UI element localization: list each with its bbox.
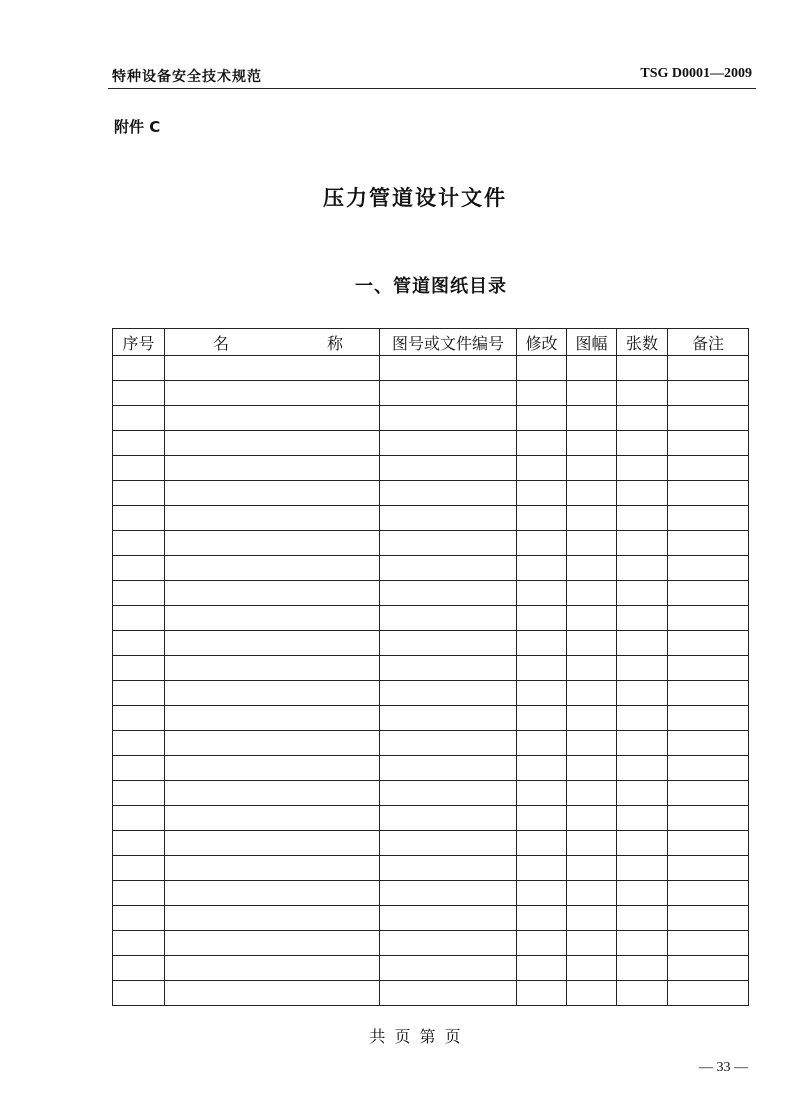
cell-doc-no <box>380 931 517 956</box>
table-row <box>113 631 749 656</box>
cell-size <box>567 756 617 781</box>
table-row <box>113 856 749 881</box>
table-row <box>113 656 749 681</box>
cell-sheets <box>617 481 668 506</box>
header-seq: 序号 <box>113 329 165 356</box>
cell-remarks <box>668 581 749 606</box>
cell-seq <box>113 981 165 1006</box>
cell-size <box>567 681 617 706</box>
cell-size <box>567 431 617 456</box>
cell-sheets <box>617 456 668 481</box>
header-name-part-a: 名 <box>213 333 230 353</box>
cell-size <box>567 531 617 556</box>
cell-sheets <box>617 906 668 931</box>
cell-doc-no <box>380 706 517 731</box>
cell-remarks <box>668 406 749 431</box>
cell-sheets <box>617 881 668 906</box>
cell-sheets <box>617 556 668 581</box>
table-row <box>113 881 749 906</box>
cell-remarks <box>668 456 749 481</box>
cell-doc-no <box>380 631 517 656</box>
cell-remarks <box>668 856 749 881</box>
cell-sheets <box>617 806 668 831</box>
cell-seq <box>113 781 165 806</box>
annex-label: 附件 C <box>114 118 161 136</box>
cell-size <box>567 606 617 631</box>
table-row <box>113 806 749 831</box>
cell-seq <box>113 431 165 456</box>
cell-name <box>165 881 380 906</box>
cell-size <box>567 981 617 1006</box>
header-rule <box>108 88 756 89</box>
cell-size <box>567 381 617 406</box>
cell-revision <box>517 806 567 831</box>
cell-doc-no <box>380 531 517 556</box>
cell-size <box>567 506 617 531</box>
cell-sheets <box>617 731 668 756</box>
cell-remarks <box>668 431 749 456</box>
cell-doc-no <box>380 406 517 431</box>
cell-name <box>165 931 380 956</box>
cell-name <box>165 481 380 506</box>
cell-name <box>165 456 380 481</box>
cell-seq <box>113 456 165 481</box>
cell-doc-no <box>380 981 517 1006</box>
table-row <box>113 931 749 956</box>
table-row <box>113 781 749 806</box>
header-standard-code: TSG D0001—2009 <box>640 66 752 81</box>
cell-seq <box>113 631 165 656</box>
cell-seq <box>113 581 165 606</box>
cell-size <box>567 931 617 956</box>
document-title: 压力管道设计文件 <box>323 186 507 210</box>
cell-name <box>165 956 380 981</box>
table-row <box>113 456 749 481</box>
cell-remarks <box>668 881 749 906</box>
cell-name <box>165 431 380 456</box>
header-doc-no: 图号或文件编号 <box>380 329 517 356</box>
cell-size <box>567 856 617 881</box>
cell-revision <box>517 881 567 906</box>
table-row <box>113 556 749 581</box>
cell-name <box>165 981 380 1006</box>
table-row <box>113 481 749 506</box>
cell-name <box>165 781 380 806</box>
cell-remarks <box>668 731 749 756</box>
cell-size <box>567 881 617 906</box>
table-row <box>113 756 749 781</box>
cell-seq <box>113 856 165 881</box>
cell-sheets <box>617 381 668 406</box>
cell-name <box>165 656 380 681</box>
cell-seq <box>113 731 165 756</box>
header-spec-title: 特种设备安全技术规范 <box>112 69 262 85</box>
cell-sheets <box>617 931 668 956</box>
cell-doc-no <box>380 556 517 581</box>
cell-name <box>165 556 380 581</box>
cell-sheets <box>617 356 668 381</box>
cell-name <box>165 381 380 406</box>
cell-doc-no <box>380 431 517 456</box>
cell-seq <box>113 381 165 406</box>
cell-doc-no <box>380 356 517 381</box>
table-body <box>113 356 749 1006</box>
section-title: 一、管道图纸目录 <box>355 276 507 297</box>
cell-remarks <box>668 506 749 531</box>
cell-sheets <box>617 656 668 681</box>
cell-size <box>567 831 617 856</box>
table-row <box>113 581 749 606</box>
cell-remarks <box>668 806 749 831</box>
cell-name <box>165 631 380 656</box>
header-size: 图幅 <box>567 329 617 356</box>
cell-sheets <box>617 956 668 981</box>
cell-size <box>567 806 617 831</box>
page-number: — 33 — <box>699 1060 748 1075</box>
cell-remarks <box>668 781 749 806</box>
cell-remarks <box>668 356 749 381</box>
cell-remarks <box>668 706 749 731</box>
cell-revision <box>517 381 567 406</box>
cell-remarks <box>668 906 749 931</box>
cell-doc-no <box>380 581 517 606</box>
cell-name <box>165 856 380 881</box>
cell-name <box>165 681 380 706</box>
cell-revision <box>517 556 567 581</box>
cell-sheets <box>617 831 668 856</box>
cell-size <box>567 356 617 381</box>
cell-doc-no <box>380 731 517 756</box>
cell-doc-no <box>380 606 517 631</box>
cell-size <box>567 406 617 431</box>
cell-sheets <box>617 981 668 1006</box>
cell-size <box>567 631 617 656</box>
cell-size <box>567 781 617 806</box>
cell-size <box>567 706 617 731</box>
cell-seq <box>113 656 165 681</box>
cell-sheets <box>617 606 668 631</box>
cell-seq <box>113 606 165 631</box>
cell-revision <box>517 906 567 931</box>
cell-sheets <box>617 756 668 781</box>
table-row <box>113 506 749 531</box>
table-row <box>113 406 749 431</box>
cell-doc-no <box>380 881 517 906</box>
cell-seq <box>113 506 165 531</box>
table-row <box>113 681 749 706</box>
cell-remarks <box>668 381 749 406</box>
cell-doc-no <box>380 756 517 781</box>
cell-remarks <box>668 531 749 556</box>
cell-name <box>165 906 380 931</box>
cell-seq <box>113 356 165 381</box>
cell-sheets <box>617 681 668 706</box>
header-sheets: 张数 <box>617 329 668 356</box>
cell-seq <box>113 806 165 831</box>
cell-revision <box>517 831 567 856</box>
cell-revision <box>517 856 567 881</box>
drawing-catalog-table <box>112 328 749 1006</box>
cell-remarks <box>668 956 749 981</box>
cell-revision <box>517 631 567 656</box>
cell-revision <box>517 706 567 731</box>
cell-remarks <box>668 606 749 631</box>
cell-name <box>165 831 380 856</box>
cell-remarks <box>668 931 749 956</box>
cell-name <box>165 706 380 731</box>
table-row <box>113 706 749 731</box>
cell-remarks <box>668 756 749 781</box>
cell-sheets <box>617 581 668 606</box>
table-row <box>113 356 749 381</box>
cell-revision <box>517 931 567 956</box>
cell-sheets <box>617 706 668 731</box>
cell-name <box>165 356 380 381</box>
cell-remarks <box>668 681 749 706</box>
cell-revision <box>517 656 567 681</box>
cell-name <box>165 406 380 431</box>
table-row <box>113 381 749 406</box>
cell-doc-no <box>380 681 517 706</box>
cell-seq <box>113 531 165 556</box>
cell-doc-no <box>380 806 517 831</box>
cell-sheets <box>617 531 668 556</box>
cell-revision <box>517 356 567 381</box>
cell-size <box>567 581 617 606</box>
header-name <box>165 329 380 356</box>
cell-remarks <box>668 981 749 1006</box>
cell-name <box>165 756 380 781</box>
cell-seq <box>113 556 165 581</box>
table-row <box>113 431 749 456</box>
cell-revision <box>517 781 567 806</box>
cell-name <box>165 606 380 631</box>
cell-size <box>567 956 617 981</box>
cell-seq <box>113 481 165 506</box>
cell-sheets <box>617 406 668 431</box>
cell-size <box>567 556 617 581</box>
table-row <box>113 981 749 1006</box>
cell-remarks <box>668 556 749 581</box>
cell-seq <box>113 931 165 956</box>
cell-size <box>567 456 617 481</box>
cell-doc-no <box>380 906 517 931</box>
cell-size <box>567 906 617 931</box>
cell-size <box>567 731 617 756</box>
table-row <box>113 531 749 556</box>
cell-doc-no <box>380 956 517 981</box>
cell-doc-no <box>380 856 517 881</box>
cell-doc-no <box>380 781 517 806</box>
cell-name <box>165 731 380 756</box>
cell-seq <box>113 706 165 731</box>
cell-size <box>567 481 617 506</box>
cell-seq <box>113 756 165 781</box>
cell-name <box>165 581 380 606</box>
header-name-part-b: 称 <box>326 333 343 353</box>
table-row <box>113 831 749 856</box>
cell-remarks <box>668 656 749 681</box>
cell-revision <box>517 956 567 981</box>
cell-revision <box>517 406 567 431</box>
cell-sheets <box>617 431 668 456</box>
table-header-row <box>113 329 749 356</box>
table-row <box>113 906 749 931</box>
cell-revision <box>517 606 567 631</box>
table-row <box>113 956 749 981</box>
cell-name <box>165 531 380 556</box>
table-row <box>113 606 749 631</box>
cell-sheets <box>617 506 668 531</box>
cell-doc-no <box>380 381 517 406</box>
cell-revision <box>517 756 567 781</box>
cell-name <box>165 506 380 531</box>
cell-revision <box>517 731 567 756</box>
cell-remarks <box>668 831 749 856</box>
cell-seq <box>113 831 165 856</box>
cell-revision <box>517 456 567 481</box>
cell-doc-no <box>380 456 517 481</box>
cell-remarks <box>668 481 749 506</box>
cell-sheets <box>617 856 668 881</box>
cell-seq <box>113 956 165 981</box>
cell-seq <box>113 906 165 931</box>
cell-doc-no <box>380 831 517 856</box>
header-remarks: 备注 <box>668 329 749 356</box>
page-count-line: 共 页 第 页 <box>369 1027 461 1046</box>
cell-revision <box>517 981 567 1006</box>
cell-revision <box>517 531 567 556</box>
cell-sheets <box>617 631 668 656</box>
header-revision: 修改 <box>517 329 567 356</box>
cell-doc-no <box>380 506 517 531</box>
cell-revision <box>517 506 567 531</box>
cell-remarks <box>668 631 749 656</box>
cell-seq <box>113 881 165 906</box>
cell-seq <box>113 681 165 706</box>
cell-revision <box>517 681 567 706</box>
cell-revision <box>517 481 567 506</box>
cell-revision <box>517 581 567 606</box>
cell-doc-no <box>380 481 517 506</box>
cell-revision <box>517 431 567 456</box>
cell-size <box>567 656 617 681</box>
cell-name <box>165 806 380 831</box>
cell-sheets <box>617 781 668 806</box>
table-row <box>113 731 749 756</box>
cell-seq <box>113 406 165 431</box>
cell-doc-no <box>380 656 517 681</box>
